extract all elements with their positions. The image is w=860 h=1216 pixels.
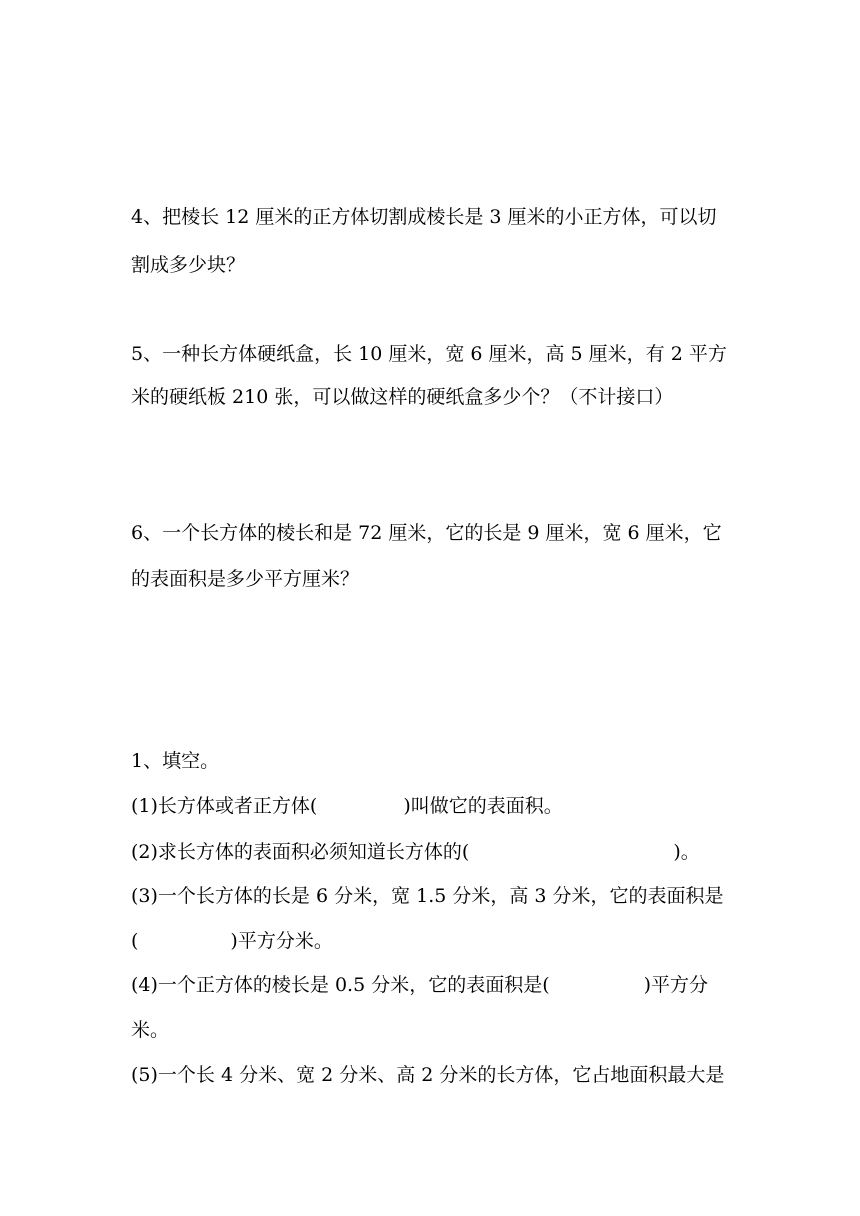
fill-item-4-before: (4)一个正方体的棱长是 0.5 分米，它的表面积是( <box>131 974 550 996</box>
fill-item-4-line-1 <box>131 973 731 997</box>
question-5-line-2: 米的硬纸板 210 张，可以做这样的硬纸盒多少个？（不计接口） <box>131 386 674 408</box>
fill-item-2-after: )。 <box>673 841 700 863</box>
fill-item-5-line-1: (5)一个长 4 分米、宽 2 分米、高 2 分米的长方体，它占地面积最大是 <box>131 1064 725 1086</box>
question-6-line-1: 6、一个长方体的棱长和是 72 厘米，它的长是 9 厘米，宽 6 厘米，它 <box>131 522 722 544</box>
fill-item-3-line-2 <box>131 929 731 953</box>
fill-item-3-after: )平方分米。 <box>230 930 333 952</box>
fill-item-1 <box>131 794 731 818</box>
question-4-line-1: 4、把棱长 12 厘米的正方体切割成棱长是 3 厘米的小正方体，可以切 <box>131 206 717 228</box>
fill-item-1-before: (1)长方体或者正方体( <box>131 795 318 817</box>
fill-item-4-line-2: 米。 <box>131 1019 170 1041</box>
fill-item-4-after: )平方分 <box>643 974 709 996</box>
fill-item-1-after: )叫做它的表面积。 <box>403 795 563 817</box>
question-5-line-1: 5、一种长方体硬纸盒，长 10 厘米，宽 6 厘米，高 5 厘米，有 2 平方 <box>131 343 727 365</box>
fill-item-3-line-1: (3)一个长方体的长是 6 分米，宽 1.5 分米，高 3 分米，它的表面积是 <box>131 885 724 907</box>
question-4-line-2: 割成多少块？ <box>131 254 246 276</box>
fill-item-3-before: ( <box>131 930 139 952</box>
question-6-line-2: 的表面积是多少平方厘米？ <box>131 568 360 590</box>
fill-section-title: 1、填空。 <box>131 750 220 772</box>
fill-item-2-before: (2)求长方体的表面积必须知道长方体的( <box>131 841 470 863</box>
fill-item-2 <box>131 840 731 864</box>
